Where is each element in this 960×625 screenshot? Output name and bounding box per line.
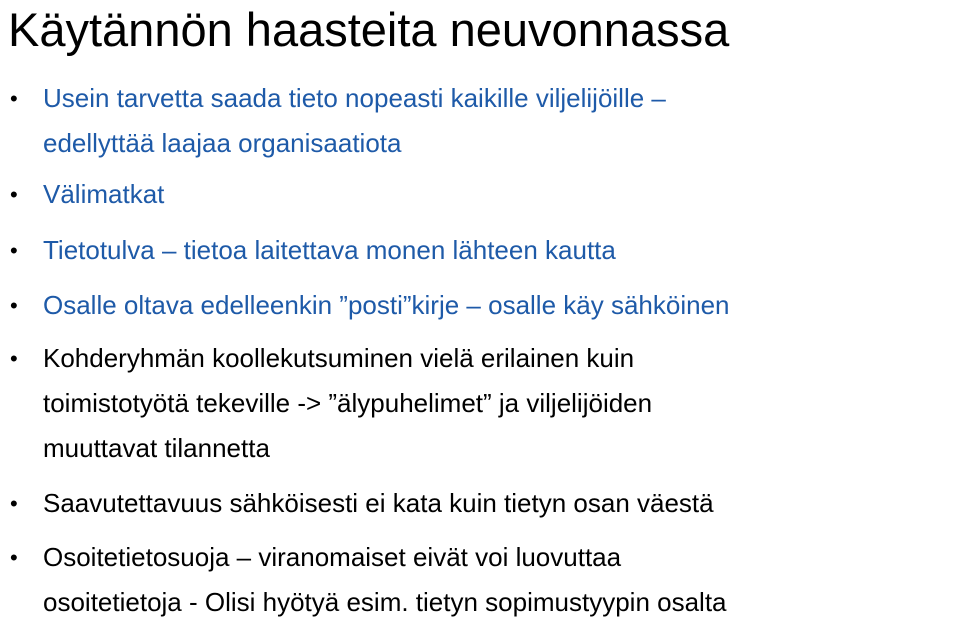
- bullet-text: [43, 228, 958, 273]
- bullet-line: muuttavat tilannetta: [43, 433, 270, 463]
- bullet-text: [43, 336, 958, 471]
- bullet-text: [43, 283, 958, 328]
- bullet-dot-icon: •: [10, 293, 18, 318]
- bullet-line: edellyttää laajaa organisaatiota: [43, 128, 402, 158]
- bullet-dot-icon: •: [10, 346, 18, 371]
- bullet-line: Osoitetietosuoja – viranomaiset eivät voi luovuttaa: [43, 542, 622, 572]
- bullet-line: Usein tarvetta saada tieto nopeasti kaikille viljelijöille –: [43, 83, 666, 113]
- bullet-line: Osalle oltava edelleenkin ”posti”kirje – osalle käy sähköinen: [43, 290, 730, 320]
- bullet-line: Tietotulva – tietoa laitettava monen lähteen kautta: [43, 235, 616, 265]
- bullet-text: [43, 76, 958, 166]
- bullet-dot-icon: •: [10, 182, 18, 207]
- bullet-line: osoitetietoja - Olisi hyötyä esim. tietyn sopimustyypin osalta: [43, 587, 727, 617]
- bullet-dot-icon: •: [10, 491, 18, 516]
- bullet-dot-icon: •: [10, 86, 18, 111]
- bullet-line: Saavutettavuus sähköisesti ei kata kuin tietyn osan väestä: [43, 488, 714, 518]
- bullet-text: [43, 535, 958, 625]
- bullet-line: Kohderyhmän koollekutsuminen vielä erilainen kuin: [43, 343, 635, 373]
- bullet-dot-icon: •: [10, 238, 18, 263]
- bullet-text: [43, 481, 958, 526]
- bullet-dot-icon: •: [10, 545, 18, 570]
- bullet-text: [43, 172, 958, 217]
- slide-title: Käytännön haasteita neuvonnassa: [8, 3, 730, 56]
- bullet-line: toimistotyötä tekeville -> ”älypuhelimet” ja viljelijöiden: [43, 388, 653, 418]
- bullet-line: Välimatkat: [43, 179, 165, 209]
